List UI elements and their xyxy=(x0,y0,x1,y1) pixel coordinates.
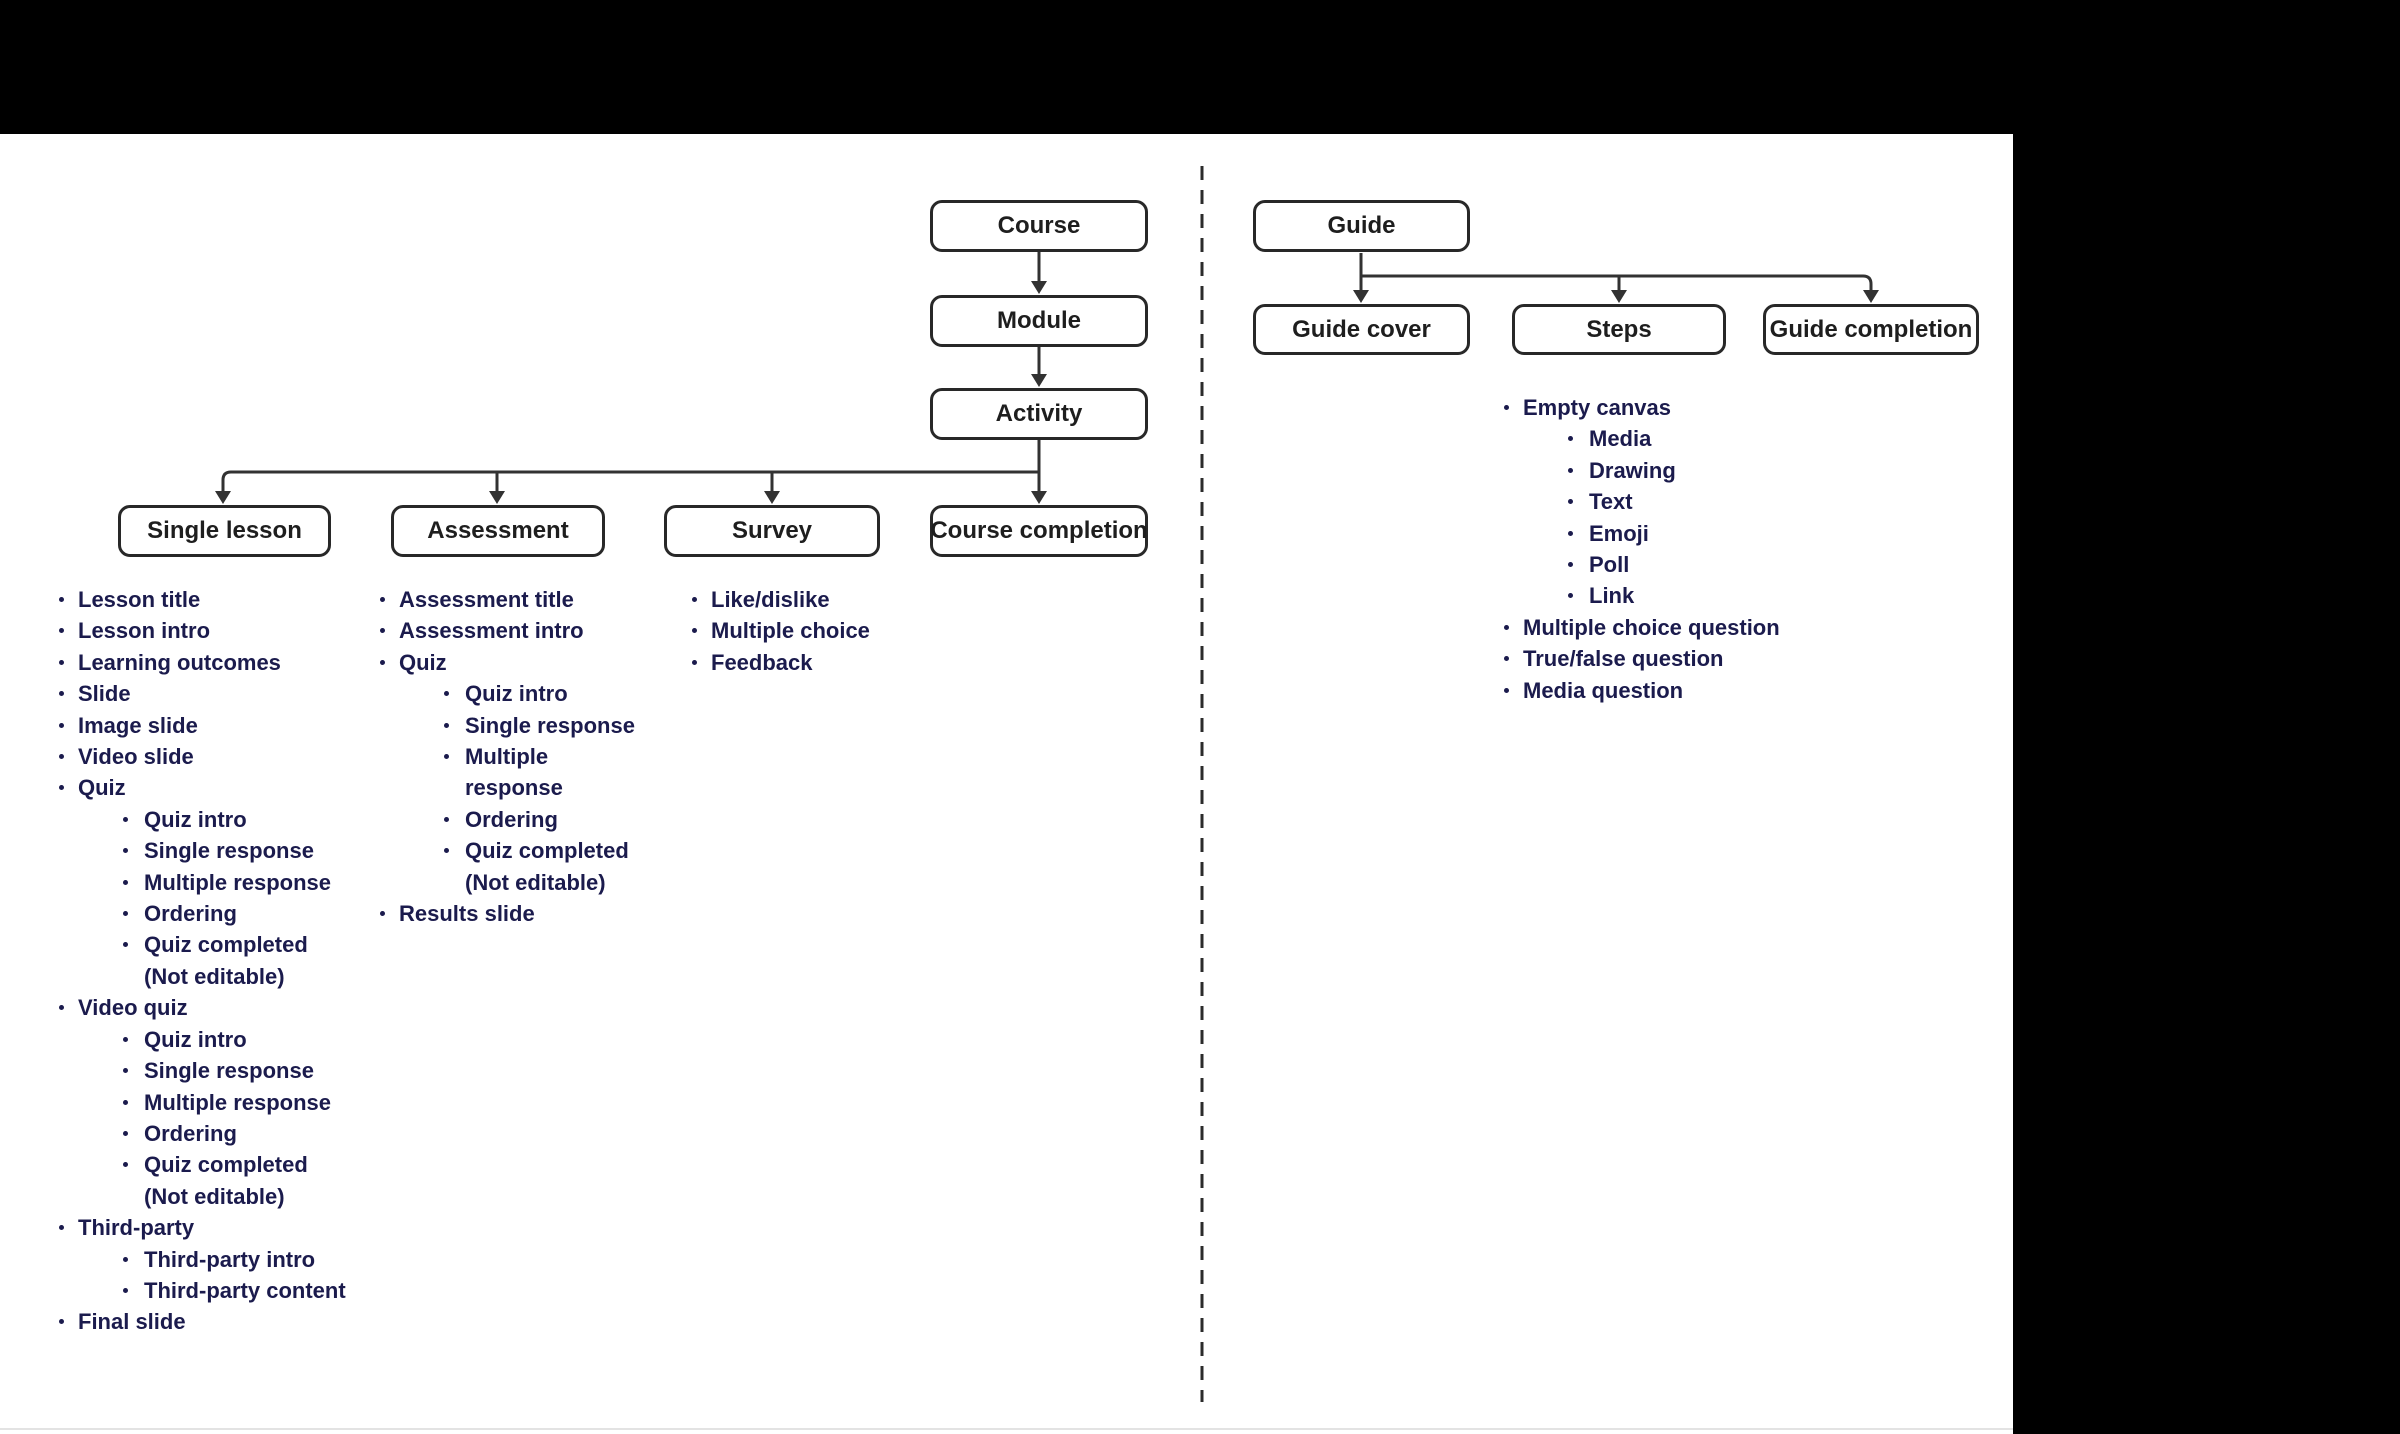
list-item-label: Like/dislike xyxy=(711,587,830,612)
bullet-dot-icon xyxy=(59,660,64,665)
node-guide xyxy=(1253,200,1470,252)
bullet-dot-icon xyxy=(1504,656,1509,661)
list-item xyxy=(57,1118,346,1149)
bullet-dot-icon xyxy=(1568,499,1573,504)
list-item xyxy=(57,584,346,615)
bottom-hairline xyxy=(0,1428,2013,1430)
list-item-label: True/false question xyxy=(1523,646,1724,672)
list-item xyxy=(57,961,346,992)
node-guide-label: Guide xyxy=(1327,212,1396,239)
bullet-dot-icon xyxy=(444,817,449,822)
list-item-label: Video slide xyxy=(78,744,194,770)
list-item-label: Text xyxy=(1589,489,1633,515)
bullet-dot-icon xyxy=(59,1225,64,1230)
bullet-dot-icon xyxy=(1504,688,1509,693)
bullet-dot-icon xyxy=(444,848,449,853)
node-course-completion-label: Course completion xyxy=(930,517,1148,544)
node-guide-cover xyxy=(1253,304,1470,355)
list-item xyxy=(57,1149,346,1180)
list-item-label: Results slide xyxy=(399,901,535,927)
bullet-dot-icon xyxy=(1504,625,1509,630)
node-survey-label: Survey xyxy=(731,517,813,544)
list-item xyxy=(378,710,635,741)
list-item xyxy=(1502,423,1780,454)
list-item-label: Media question xyxy=(1523,677,1684,703)
list-item-label: Multiple response xyxy=(144,1089,332,1115)
list-item xyxy=(378,584,635,615)
list-item-label: Emoji xyxy=(1589,520,1649,546)
list-item-label: Poll xyxy=(1589,552,1630,578)
bullet-dot-icon xyxy=(59,597,64,602)
list-item xyxy=(378,804,635,835)
bullet-dot-icon xyxy=(123,848,128,853)
node-course-label: Course xyxy=(997,212,1081,239)
bullet-dot-icon xyxy=(1568,562,1573,567)
node-single-lesson-label: Single lesson xyxy=(147,517,302,544)
bullet-dot-icon xyxy=(123,1100,128,1105)
list-item-label: Lesson title xyxy=(78,587,201,612)
list-item-label: (Not editable) xyxy=(144,963,285,989)
list-item xyxy=(378,741,635,772)
bullet-dot-icon xyxy=(692,597,697,602)
list-item xyxy=(378,615,635,646)
list-item-label: Link xyxy=(1589,583,1635,609)
bullet-dot-icon xyxy=(123,1162,128,1167)
list-item xyxy=(57,867,346,898)
list-item-label: Slide xyxy=(78,681,131,707)
list-item-label: Assessment title xyxy=(399,587,574,612)
bullet-dot-icon xyxy=(59,754,64,759)
list-item-label: Multiple response xyxy=(144,869,332,895)
bullet-dot-icon xyxy=(380,911,385,916)
list-item-label: Quiz completed xyxy=(144,932,308,958)
list-item xyxy=(378,678,635,709)
list-item xyxy=(690,647,870,678)
bullet-dot-icon xyxy=(380,660,385,665)
node-steps-label: Steps xyxy=(1586,315,1652,343)
list-item-label: Final slide xyxy=(78,1309,186,1335)
list-item xyxy=(57,678,346,709)
list-item-label: Multiple choice xyxy=(711,618,870,644)
list-item-label: Image slide xyxy=(78,712,198,738)
node-guide-completion-label: Guide completion xyxy=(1769,315,1973,343)
node-single-lesson xyxy=(118,505,331,557)
node-guide-cover-label: Guide cover xyxy=(1292,315,1431,343)
node-activity xyxy=(930,388,1148,440)
list-item-label: Ordering xyxy=(465,806,558,832)
list-item xyxy=(1502,643,1780,674)
single-lesson-list xyxy=(57,584,346,1338)
bullet-dot-icon xyxy=(123,1037,128,1042)
node-steps xyxy=(1512,304,1726,355)
list-item xyxy=(1502,549,1780,580)
bullet-dot-icon xyxy=(59,785,64,790)
list-item-label: Single response xyxy=(144,838,314,864)
list-item xyxy=(57,1055,346,1086)
list-item xyxy=(57,835,346,866)
list-item-label: Quiz xyxy=(78,775,126,801)
list-item xyxy=(57,992,346,1023)
bullet-dot-icon xyxy=(1568,436,1573,441)
node-assessment-label: Assessment xyxy=(427,517,569,544)
list-item-label: Quiz completed xyxy=(465,838,629,864)
list-item-label: (Not editable) xyxy=(144,1183,285,1209)
list-item-label: Quiz completed xyxy=(144,1152,308,1178)
bullet-dot-icon xyxy=(123,1257,128,1262)
list-item xyxy=(378,835,635,866)
list-item-label: Ordering xyxy=(144,901,237,927)
list-item xyxy=(1502,675,1780,706)
bullet-dot-icon xyxy=(123,1068,128,1073)
list-item xyxy=(1502,486,1780,517)
list-item xyxy=(57,772,346,803)
bullet-dot-icon xyxy=(59,628,64,633)
list-item xyxy=(57,804,346,835)
bullet-dot-icon xyxy=(59,723,64,728)
bullet-dot-icon xyxy=(444,723,449,728)
list-item xyxy=(57,1306,346,1337)
bullet-dot-icon xyxy=(444,754,449,759)
list-item xyxy=(378,647,635,678)
bullet-dot-icon xyxy=(59,1319,64,1324)
list-item-label: Assessment intro xyxy=(399,618,584,644)
steps-list xyxy=(1502,392,1780,706)
bullet-dot-icon xyxy=(123,1288,128,1293)
bullet-dot-icon xyxy=(123,942,128,947)
list-item-label: Learning outcomes xyxy=(78,649,281,675)
list-item-label: Drawing xyxy=(1589,457,1676,483)
node-course xyxy=(930,200,1148,252)
bullet-dot-icon xyxy=(59,1005,64,1010)
list-item xyxy=(57,1244,346,1275)
list-item-label: Quiz intro xyxy=(144,1026,247,1052)
bullet-dot-icon xyxy=(59,691,64,696)
bullet-dot-icon xyxy=(692,660,697,665)
bullet-dot-icon xyxy=(123,817,128,822)
list-item xyxy=(378,867,635,898)
bullet-dot-icon xyxy=(123,1131,128,1136)
list-item-label: Lesson intro xyxy=(78,618,211,644)
list-item xyxy=(1502,392,1780,423)
bullet-dot-icon xyxy=(1568,468,1573,473)
survey-list xyxy=(690,584,870,678)
list-item xyxy=(1502,612,1780,643)
bullet-dot-icon xyxy=(380,628,385,633)
list-item-label: (Not editable) xyxy=(465,869,606,895)
list-item xyxy=(57,710,346,741)
list-item-label: Third-party intro xyxy=(144,1246,316,1272)
list-item xyxy=(57,1275,346,1306)
list-item-label: Empty canvas xyxy=(1523,395,1671,420)
node-module xyxy=(930,295,1148,347)
list-item xyxy=(57,1212,346,1243)
list-item-label: response xyxy=(465,775,563,801)
list-item-label: Ordering xyxy=(144,1120,237,1146)
list-item xyxy=(378,772,635,803)
bullet-dot-icon xyxy=(380,597,385,602)
list-item xyxy=(57,929,346,960)
node-survey xyxy=(664,505,880,557)
list-item xyxy=(57,647,346,678)
list-item-label: Quiz intro xyxy=(144,806,247,832)
list-item xyxy=(57,741,346,772)
list-item xyxy=(378,898,635,929)
list-item-label: Media xyxy=(1589,426,1652,452)
list-item xyxy=(690,615,870,646)
list-item xyxy=(57,1181,346,1212)
list-item-label: Single response xyxy=(144,1058,314,1084)
list-item-label: Third-party content xyxy=(144,1277,346,1303)
list-item xyxy=(57,1024,346,1055)
bullet-dot-icon xyxy=(123,880,128,885)
node-guide-completion xyxy=(1763,304,1979,355)
list-item-label: Video quiz xyxy=(78,995,188,1021)
assessment-list xyxy=(378,584,635,929)
list-item xyxy=(1502,580,1780,611)
list-item xyxy=(57,1087,346,1118)
list-item-label: Quiz xyxy=(399,649,447,675)
bullet-dot-icon xyxy=(123,911,128,916)
bullet-dot-icon xyxy=(692,628,697,633)
list-item-label: Third-party xyxy=(78,1215,195,1241)
list-item-label: Multiple choice question xyxy=(1523,614,1780,640)
node-course-completion xyxy=(930,505,1148,557)
node-module-label: Module xyxy=(997,307,1081,334)
list-item-label: Single response xyxy=(465,712,635,738)
bullet-dot-icon xyxy=(1568,593,1573,598)
node-assessment xyxy=(391,505,605,557)
node-activity-label: Activity xyxy=(995,400,1083,427)
list-item xyxy=(57,898,346,929)
bullet-dot-icon xyxy=(1568,531,1573,536)
list-item xyxy=(1502,455,1780,486)
list-item xyxy=(1502,518,1780,549)
bullet-dot-icon xyxy=(444,691,449,696)
list-item xyxy=(690,584,870,615)
bullet-dot-icon xyxy=(1504,405,1509,410)
list-item-label: Multiple xyxy=(465,744,549,770)
list-item-label: Feedback xyxy=(711,649,813,675)
list-item-label: Quiz intro xyxy=(465,681,568,707)
list-item xyxy=(57,615,346,646)
